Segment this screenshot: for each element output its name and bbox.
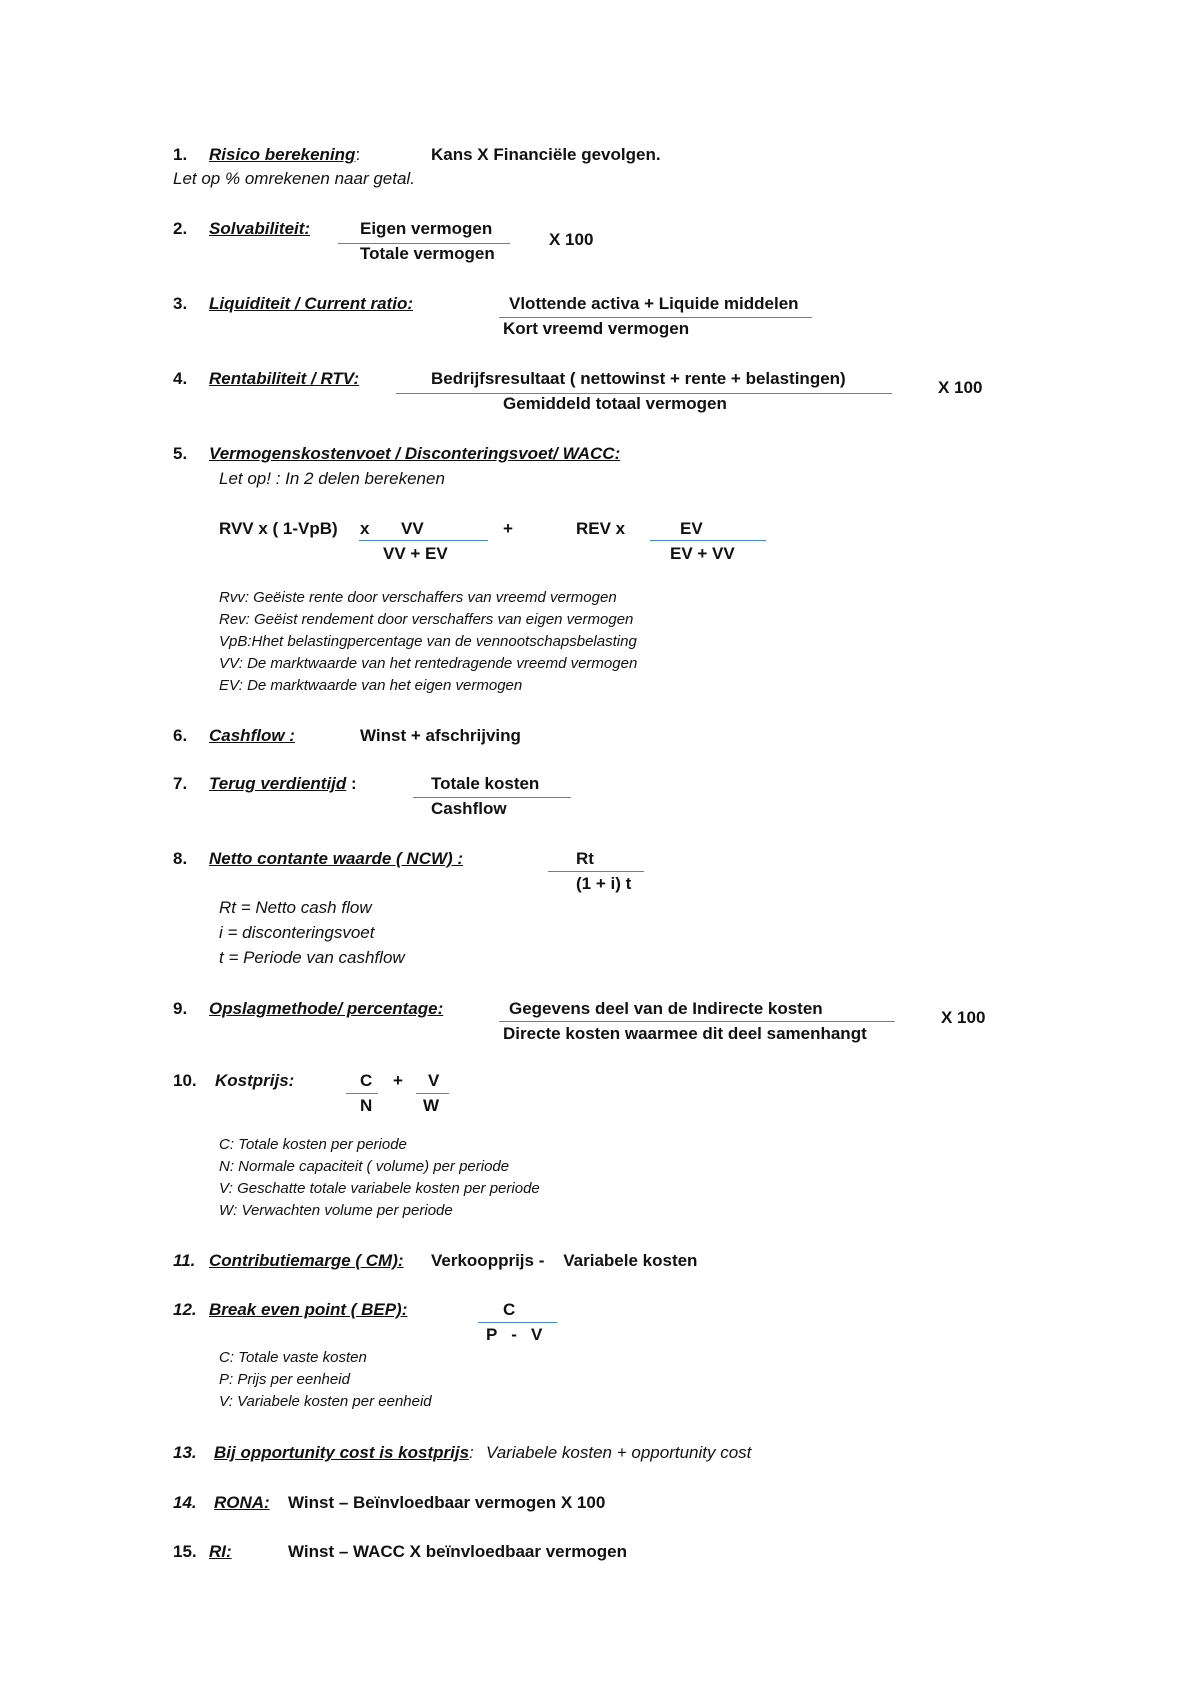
- item-title: [209, 145, 360, 165]
- formula: Verkoopprijs - Variabele kosten: [431, 1251, 698, 1270]
- fraction-numerator: Gegevens deel van de Indirecte kosten: [509, 999, 823, 1018]
- fraction-line: [416, 1093, 449, 1094]
- plus-sign: +: [393, 1071, 403, 1090]
- item-number: 4.: [173, 369, 188, 388]
- formula-part2: REV x: [576, 519, 626, 538]
- legend-line: P: Prijs per eenheid: [219, 1371, 350, 1388]
- legend-line: V: Geschatte totale variabele kosten per periode: [219, 1180, 540, 1197]
- item-number: 8.: [173, 849, 188, 868]
- item-title: Vermogenskostenvoet / Disconteringsvoet/ WACC:: [209, 444, 621, 463]
- note: Let op! : In 2 delen berekenen: [219, 469, 445, 488]
- item-title: [214, 1443, 474, 1463]
- legend-line: Rvv: Geëiste rente door verschaffers van vreemd vermogen: [219, 589, 617, 606]
- fraction-line: [359, 540, 488, 541]
- fraction-line: [499, 317, 812, 318]
- times-sign: x: [360, 519, 370, 538]
- item-title: Solvabiliteit:: [209, 219, 311, 238]
- fraction-denominator: W: [423, 1096, 440, 1115]
- item-number: 11.: [173, 1251, 196, 1270]
- item-number: 6.: [173, 726, 188, 745]
- item-title-text: Bij opportunity cost is kostprijs: [214, 1443, 470, 1462]
- fraction-denominator: N: [360, 1096, 373, 1115]
- item-number: 12.: [173, 1300, 197, 1319]
- item-title-colon: :: [346, 774, 357, 793]
- note: Let op % omrekenen naar getal.: [173, 169, 415, 188]
- item-number: 3.: [173, 294, 188, 313]
- fraction-denominator: Cashflow: [431, 799, 507, 818]
- item-title-colon: :: [469, 1443, 474, 1462]
- legend-line: i = disconteringsvoet: [219, 923, 375, 942]
- legend-line: V: Variabele kosten per eenheid: [219, 1393, 432, 1410]
- legend-line: W: Verwachten volume per periode: [219, 1202, 453, 1219]
- item-number: 13.: [173, 1443, 197, 1462]
- legend-line: N: Normale capaciteit ( volume) per periode: [219, 1158, 510, 1175]
- fraction-numerator: Bedrijfsresultaat ( nettowinst + rente + belastingen): [431, 369, 846, 388]
- fraction-line: [548, 871, 644, 872]
- legend-line: VpB:Hhet belastingpercentage van de vennootschapsbelasting: [219, 633, 637, 650]
- fraction-line: [499, 1021, 895, 1022]
- item-title: Opslagmethode/ percentage:: [209, 999, 444, 1018]
- item-title: Cashflow :: [209, 726, 295, 745]
- formula: Kans X Financiële gevolgen.: [431, 145, 661, 164]
- formula-part1: RVV x ( 1-VpB): [219, 519, 338, 538]
- multiplier: X 100: [549, 230, 594, 249]
- item-title-colon: :: [355, 145, 361, 164]
- fraction-numerator: Totale kosten: [431, 774, 540, 793]
- legend-line: Rev: Geëist rendement door verschaffers van eigen vermogen: [219, 611, 634, 628]
- item-title: Liquiditeit / Current ratio:: [209, 294, 413, 313]
- item-number: 9.: [173, 999, 188, 1018]
- legend-line: EV: De marktwaarde van het eigen vermogen: [219, 677, 523, 694]
- item-title: Kostprijs:: [215, 1071, 295, 1090]
- item-number: 10.: [173, 1071, 197, 1090]
- item-number: 7.: [173, 774, 188, 793]
- item-number: 15.: [173, 1542, 197, 1561]
- item-title-text: Terug verdientijd: [209, 774, 347, 793]
- plus-sign: +: [503, 519, 513, 538]
- fraction-line: [413, 797, 571, 798]
- legend-line: VV: De marktwaarde van het rentedragende vreemd vermogen: [219, 655, 638, 672]
- fraction-numerator: C: [503, 1300, 516, 1319]
- fraction-line: [478, 1322, 557, 1323]
- item-title: Break even point ( BEP):: [209, 1300, 408, 1319]
- fraction-numerator: VV: [401, 519, 424, 538]
- formula: Winst – WACC X beïnvloedbaar vermogen: [288, 1542, 627, 1561]
- fraction-denominator: Gemiddeld totaal vermogen: [503, 394, 727, 413]
- fraction-denominator: Kort vreemd vermogen: [503, 319, 690, 338]
- formula: Variabele kosten + opportunity cost: [486, 1443, 752, 1462]
- fraction-numerator: C: [360, 1071, 373, 1090]
- multiplier: X 100: [938, 378, 983, 397]
- fraction-denominator: P - V: [486, 1325, 543, 1344]
- fraction-denominator: (1 + i) t: [576, 874, 632, 893]
- item-title: Netto contante waarde ( NCW) :: [209, 849, 464, 868]
- item-title: RI:: [209, 1542, 232, 1561]
- multiplier: X 100: [941, 1008, 986, 1027]
- formula: Winst – Beïnvloedbaar vermogen X 100: [288, 1493, 606, 1512]
- item-title: Rentabiliteit / RTV:: [209, 369, 360, 388]
- fraction-numerator: EV: [680, 519, 703, 538]
- item-number: 14.: [173, 1493, 197, 1512]
- fraction-numerator: Vlottende activa + Liquide middelen: [509, 294, 799, 313]
- item-number: 5.: [173, 444, 188, 463]
- formula: Winst + afschrijving: [360, 726, 521, 745]
- item-number: 1.: [173, 145, 188, 164]
- item-number: 2.: [173, 219, 188, 238]
- legend-line: C: Totale kosten per periode: [219, 1136, 407, 1153]
- item-title: [209, 774, 357, 794]
- legend-line: Rt = Netto cash flow: [219, 898, 372, 917]
- fraction-denominator: EV + VV: [670, 544, 735, 563]
- legend-line: t = Periode van cashflow: [219, 948, 405, 967]
- fraction-line: [650, 540, 766, 541]
- fraction-numerator: V: [428, 1071, 440, 1090]
- legend-line: C: Totale vaste kosten: [219, 1349, 367, 1366]
- fraction-numerator: Rt: [576, 849, 594, 868]
- item-title: RONA:: [214, 1493, 270, 1512]
- fraction-numerator: Eigen vermogen: [360, 219, 493, 238]
- fraction-line: [346, 1093, 378, 1094]
- item-title: Contributiemarge ( CM):: [209, 1251, 404, 1270]
- fraction-denominator: VV + EV: [383, 544, 448, 563]
- item-title-text: Risico berekening: [209, 145, 356, 164]
- fraction-denominator: Directe kosten waarmee dit deel samenhangt: [503, 1024, 867, 1043]
- fraction-denominator: Totale vermogen: [360, 244, 495, 263]
